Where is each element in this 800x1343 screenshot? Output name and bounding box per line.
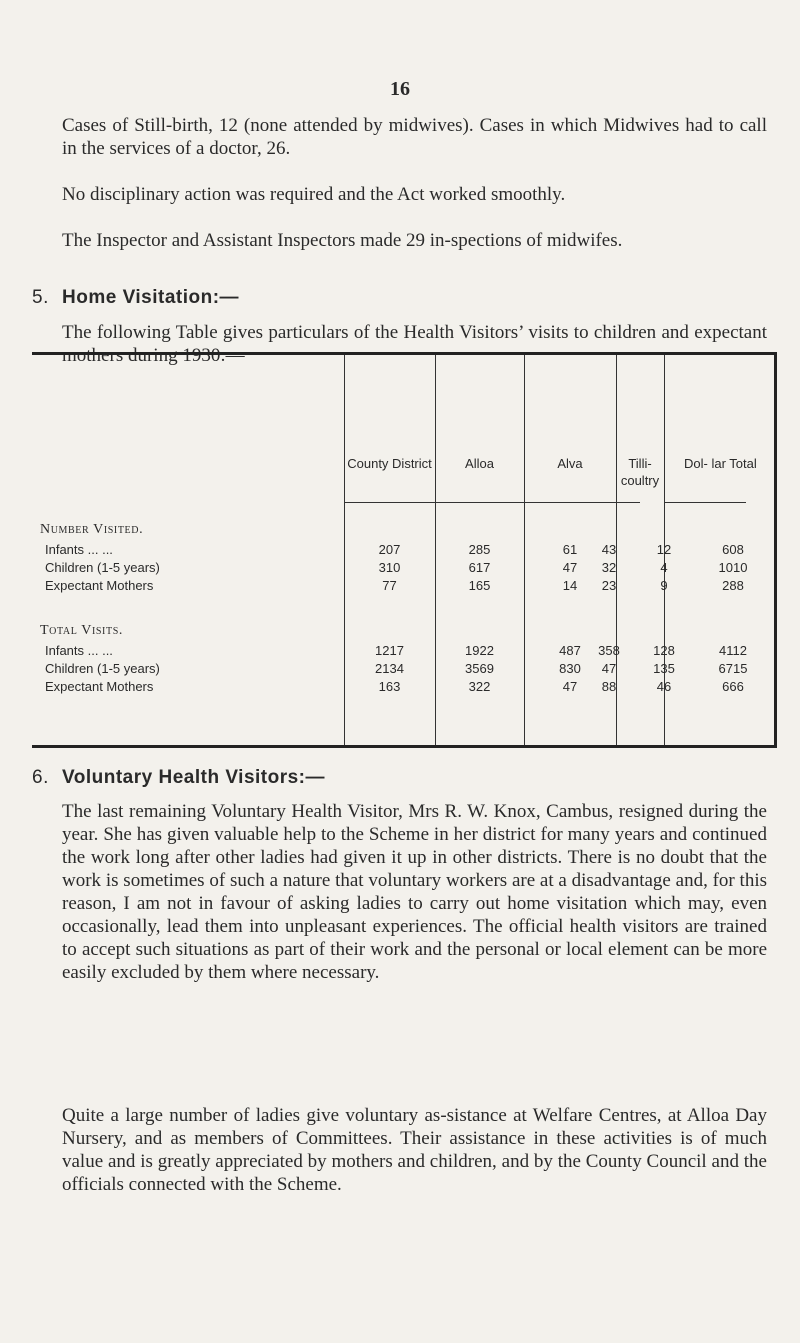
table-cell: 165 [468,578,491,593]
table-cell: 608 [722,542,744,557]
col-dollar: Dol- lar [684,456,726,471]
table-cell: 207 [378,542,401,557]
group-total-visits: Total Visits. [40,623,123,638]
row-label: Infants ... ... [45,643,113,658]
row-label: Children (1-5 years) [45,560,160,575]
table-cell: 2134 [375,661,404,676]
table-cell: 43 [601,542,617,557]
home-visitation-table [32,352,777,748]
table-cell: 3569 [465,661,494,676]
page-number: 16 [390,78,410,100]
voluntary-visitors-paragraph: The last remaining Voluntary Health Visitor, Mrs R. W. Knox, Cambus, resigned during the year. She has given valuable help to the Scheme in her district for many years and continued the work long after other ladies had given it up in other districts. There is no doubt that the work is sometimes of such a nature that voluntary workers are at a disadvantage and, for this reason, I am not in favour of asking ladies to carry out home visitation which may, even occasionally, lead them into unpleasant experiences. The official health visitors are trained to accept such situations as part of their work and the personal or local element can be more easily excluded by them where necessary. [62,801,767,983]
table-cell: 77 [382,578,397,593]
table-cell: 88 [601,679,617,694]
table-cell: 47 [562,560,578,575]
section-5-paragraph: The following Table gives particulars of the Health Visitors’ visits to children and expectant mothers during 1930:— [62,322,767,366]
section-5-title: Home Visitation:— [62,287,240,308]
still-birth-paragraph: Cases of Still-birth, 12 (none attended by midwives). Cases in which Midwives had to call in the services of a doctor, 26. [62,115,767,159]
table-cell: 830 [559,661,581,676]
row-label: Expectant Mothers [45,679,154,694]
table-cell: 128 [653,643,675,658]
row-label: Infants ... ... [45,542,113,557]
section-6-title: Voluntary Health Visitors:— [62,767,326,788]
row-label: Children (1-5 years) [45,661,160,676]
table-cell: 1217 [375,643,404,658]
table-cell: 23 [601,578,617,593]
section-6-number: 6. [32,767,49,788]
header-rule [664,502,746,503]
col-alva: Alva [557,456,583,471]
row-label: Expectant Mothers [45,578,154,593]
table-cell: 617 [468,560,491,575]
table-cell: 163 [378,679,401,694]
table-cell: 47 [562,679,578,694]
table-cell: 4 [660,560,668,575]
table-cell: 285 [468,542,491,557]
table-cell: 135 [653,661,675,676]
table-cell: 1922 [465,643,494,658]
section-5-heading [32,287,239,309]
table-cell: 32 [601,560,617,575]
table-cell: 46 [656,679,672,694]
col-alloa: Alloa [465,456,494,471]
table-cell: 4112 [719,643,747,658]
ladies-assistance-paragraph: Quite a large number of ladies give voluntary as-sistance at Welfare Centres, at Alloa Day Nursery, and as members of Committees. Their assistance in these activities is of much value and is greatly appreciated by mothers and children, and by the County Council and the officials connected with the Scheme. [62,1105,767,1195]
disciplinary-paragraph: No disciplinary action was required and the Act worked smoothly. [62,184,566,205]
col-county-district: County District [347,456,432,471]
table-cell: 61 [562,542,578,557]
table-cell: 6715 [718,661,748,676]
table-cell: 14 [562,578,578,593]
table-cell: 487 [559,643,581,658]
table-cell: 47 [601,661,617,676]
table-cell: 358 [598,643,620,658]
section-5-number: 5. [32,287,49,308]
table-cell: 310 [378,560,401,575]
table-cell: 9 [660,578,668,593]
group-number-visited: Number Visited. [40,522,144,537]
col-total: Total [729,456,757,471]
col-tillicoultry: Tilli- coultry [620,456,660,488]
table-cell: 322 [468,679,491,694]
table-cell: 12 [656,542,672,557]
table-cell: 288 [722,578,744,593]
section-6-heading [32,767,325,789]
table-cell: 1010 [718,560,748,575]
table-cell: 666 [722,679,744,694]
inspections-paragraph: The Inspector and Assistant Inspectors made 29 in-spections of midwifes. [62,230,623,251]
header-rule [344,502,640,503]
